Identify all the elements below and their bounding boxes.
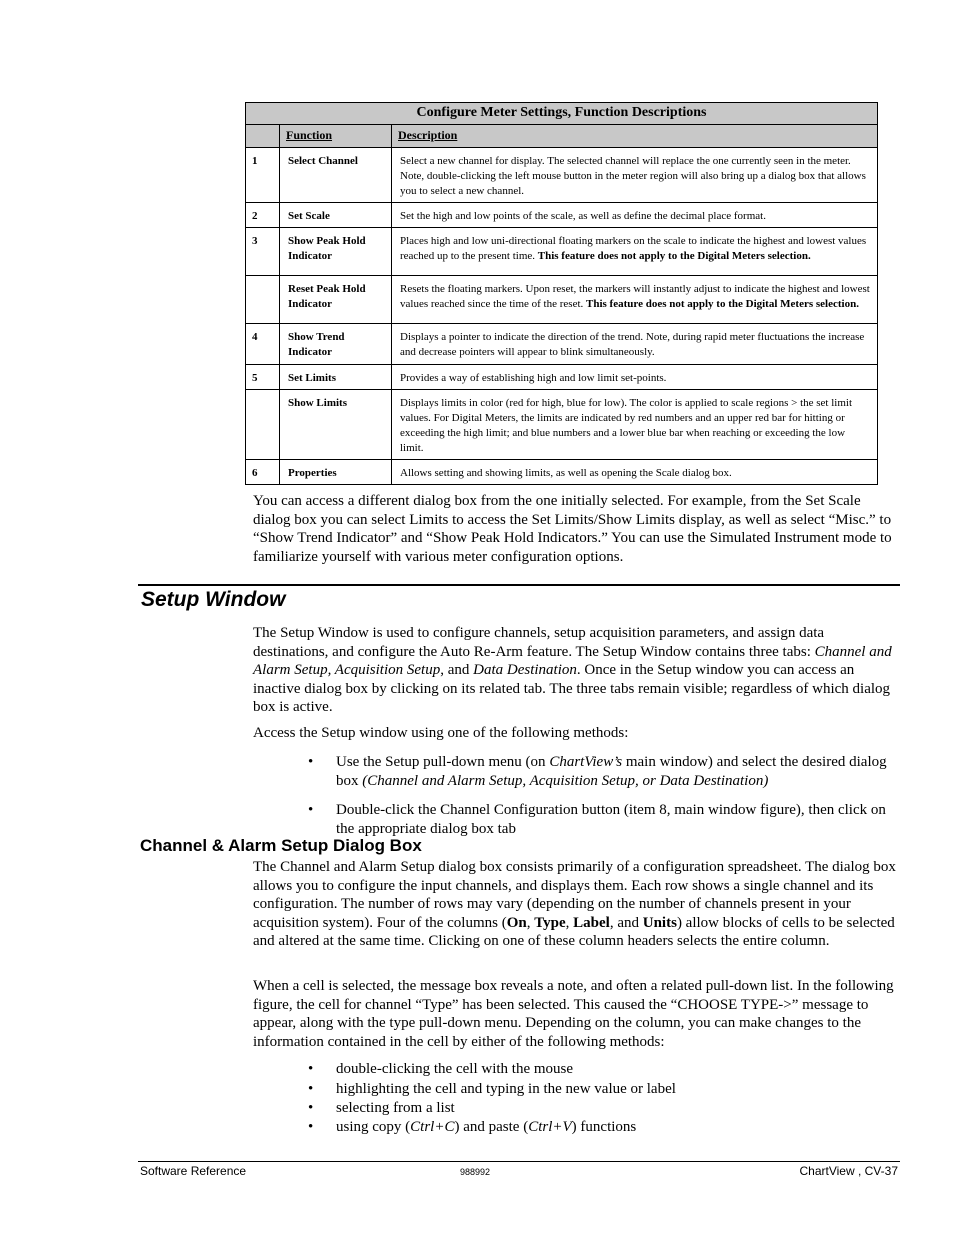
table-row xyxy=(246,276,878,324)
bullet-dot: • xyxy=(308,1100,314,1116)
bullet-dot: • xyxy=(308,1081,314,1097)
row-number: 5 xyxy=(246,365,280,390)
table-row xyxy=(246,460,878,485)
row-description xyxy=(392,390,878,460)
channel-paragraph-1: The Channel and Alarm Setup dialog box consists primarily of a configuration spreadsheet. The dialog box allows you to configure the input channels, and displays them. Each row shows a single channel and its configuration. The number of rows may vary (depending on the number of channels present in your acquisition system). Four of the columns (On, Type, Label, and Units) allow blocks of cells to be selected and altered at the same time. Clicking on one of these column headers selects the entire column. xyxy=(253,859,896,949)
table-title: Configure Meter Settings, Function Descriptions xyxy=(246,103,878,125)
bullet-dot: • xyxy=(308,1119,314,1135)
row-function: Properties xyxy=(280,460,392,485)
bullet-dot: • xyxy=(308,1061,314,1077)
setup-bullet-1: Use the Setup pull-down menu (on ChartView’s main window) and select the desired dialog box (Channel and Alarm Setup, Acquisition Setup, or Data Destination) xyxy=(336,754,887,789)
row-description-text: Select a new channel for display. The selected channel will replace the one currently seen in the meter. Note, double-clicking the left mouse button in the meter region will also bring up a dialog box that allows you to select a new channel. xyxy=(400,155,866,197)
bullet-dot: • xyxy=(308,754,314,770)
function-descriptions-table xyxy=(245,102,878,485)
table-row xyxy=(246,324,878,365)
channel-bullet-3: selecting from a list xyxy=(336,1100,455,1116)
row-number: 6 xyxy=(246,460,280,485)
section-rule xyxy=(138,584,900,586)
row-number: 4 xyxy=(246,324,280,365)
channel-alarm-heading: Channel & Alarm Setup Dialog Box xyxy=(140,836,422,855)
table-row xyxy=(246,148,878,203)
row-description-text: Provides a way of establishing high and low limit set-points. xyxy=(400,372,667,384)
row-description-text: Allows setting and showing limits, as well as opening the Scale dialog box. xyxy=(400,467,732,479)
row-number xyxy=(246,390,280,460)
row-function: Show Peak Hold Indicator xyxy=(280,228,392,276)
channel-bullet-4: using copy (Ctrl+C) and paste (Ctrl+V) functions xyxy=(336,1119,637,1135)
row-number: 2 xyxy=(246,203,280,228)
row-description-text: Places high and low uni-directional floating markers on the scale to indicate the highest and lowest values reached up to the present time. xyxy=(400,235,867,262)
setup-paragraph-2: Access the Setup window using one of the following methods: xyxy=(253,725,629,741)
row-description xyxy=(392,203,878,228)
table-row xyxy=(246,390,878,460)
table-body xyxy=(246,148,878,485)
table-row xyxy=(246,228,878,276)
row-description-text: Set the high and low points of the scale, as well as define the decimal place format. xyxy=(400,210,766,222)
row-function: Show Trend Indicator xyxy=(280,324,392,365)
table-header-description: Description xyxy=(392,125,878,148)
row-function: Set Limits xyxy=(280,365,392,390)
row-description-text: Resets the floating markers. Upon reset, the markers will instantly adjust to indicate the highest and lowest values reached since the time of the reset. xyxy=(400,283,870,310)
row-number xyxy=(246,276,280,324)
paragraph-after-table: You can access a different dialog box from the one initially selected. For example, from the Set Scale dialog box you can select Limits to access the Set Limits/Show Limits display, as well as select “Misc.” to “Show Trend Indicator” and “Show Peak Hold Indicators.” You can use the Simulated Instrument mode to familiarize yourself with various meter configuration options. xyxy=(253,493,892,565)
row-description xyxy=(392,460,878,485)
row-description xyxy=(392,276,878,324)
table-header-number xyxy=(246,125,280,148)
row-description xyxy=(392,228,878,276)
setup-bullet-2: Double-click the Channel Configuration button (item 8, main window figure), then click on the appropriate dialog box tab xyxy=(336,802,886,837)
bullet-dot: • xyxy=(308,802,314,818)
footer-left: Software Reference xyxy=(140,1164,247,1178)
row-function: Select Channel xyxy=(280,148,392,203)
footer-right: ChartView , CV-37 xyxy=(799,1164,898,1178)
setup-window-heading: Setup Window xyxy=(141,588,286,611)
row-number: 1 xyxy=(246,148,280,203)
row-description-text: Displays a pointer to indicate the direction of the trend. Note, during rapid meter fluctuations the increase and decrease pointers will appear to blink simultaneously. xyxy=(400,331,865,358)
channel-bullet-2: highlighting the cell and typing in the new value or label xyxy=(336,1081,676,1097)
row-function: Set Scale xyxy=(280,203,392,228)
row-description-bold: This feature does not apply to the Digital Meters selection. xyxy=(537,250,811,262)
row-description-text: Displays limits in color (red for high, blue for low). The color is applied to scale regions > the set limit values. For Digital Meters, the limits are indicated by red numbers and an upper red bar for hitting or exceeding the high limit; and blue numbers and a lower blue bar when reaching or exceeding the low limit. xyxy=(400,397,853,454)
row-description xyxy=(392,365,878,390)
table-row xyxy=(246,365,878,390)
channel-bullet-1: double-clicking the cell with the mouse xyxy=(336,1061,574,1077)
row-function: Reset Peak Hold Indicator xyxy=(280,276,392,324)
table-row xyxy=(246,203,878,228)
row-function: Show Limits xyxy=(280,390,392,460)
row-description xyxy=(392,324,878,365)
table-header-function: Function xyxy=(280,125,392,148)
footer-center: 988992 xyxy=(460,1167,491,1177)
channel-paragraph-2: When a cell is selected, the message box reveals a note, and often a related pull-down list. In the following figure, the cell for channel “Type” has been selected. This caused the “CHOOSE TYPE->” message to appear, along with the type pull-down menu. Depending on the column, you can make changes to the information contained in the cell by either of the following methods: xyxy=(253,978,894,1050)
setup-paragraph-1: The Setup Window is used to configure channels, setup acquisition parameters, and assign data destinations, and configure the Auto Re-Arm feature. The Setup Window contains three tabs: Channel and Alarm Setup, Acquisition Setup, and Data Destination. Once in the Setup window you can access an inactive dialog box by clicking on its related tab. The three tabs remain visible; regardless of which dialog box is active. xyxy=(253,625,892,715)
footer-rule xyxy=(138,1161,900,1162)
row-description-bold: This feature does not apply to the Digital Meters selection. xyxy=(586,298,859,310)
row-number: 3 xyxy=(246,228,280,276)
row-description xyxy=(392,148,878,203)
